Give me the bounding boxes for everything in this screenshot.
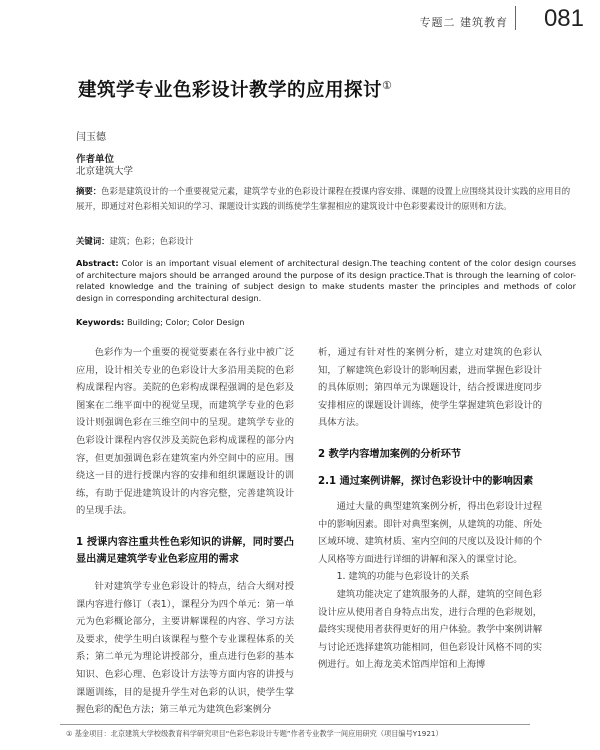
- body-column-left: [76, 344, 294, 719]
- list-item-heading: 1. 建筑的功能与色彩设计的关系: [336, 571, 470, 583]
- header-divider: [515, 6, 516, 30]
- affiliation-name: 北京建筑大学: [76, 166, 134, 177]
- keywords-chinese: [76, 235, 193, 247]
- body-paragraph: 色彩作为一个重要的视觉要素在各行业中被广泛应用，设计相关专业的色彩设计大多沿用美院的色彩构成课程内容。美院的色彩构成课程强调的是色彩及图案在二维平面中的视觉呈现，而建筑学专业的色彩设计则强调色彩在三维空间中的呈现。建筑学专业的色彩设计课程内容仅涉及美院色彩构成课程的部分内容，但更加强调色彩在建筑室内外空间中的应用。围绕这一目的进行授课内容的安排和组织课题设计的训练，有助于促进建筑设计的内容完整，完善建筑设计的呈现手法。: [76, 347, 294, 517]
- running-head: 专题二 建筑教育: [419, 16, 508, 29]
- body-paragraph: 建筑功能决定了建筑服务的人群，建筑的空间色彩设计应从使用者自身特点出发，进行合理的色彩规划，最终实现使用者获得更好的用户体验。教学中案例讲解与讨论还选择建筑功能相同，但色彩设计风格不同的实例进行。如上海龙美术馆西岸馆和上海博: [318, 588, 542, 671]
- abstract-english-text: Color is an important visual element of architectural design.The teaching content of the color design courses of architecture majors should be arranged around the purpose of its design practice.That is through the learning of color-related knowledge and the training of subject design to make students master the principles and methods of color design in corresponding architectural design.: [76, 258, 576, 303]
- abstract-chinese-label: 摘要：: [76, 186, 102, 196]
- body-column-right: [318, 344, 542, 674]
- page-number: 081: [543, 5, 584, 32]
- keywords-english-text: Building; Color; Color Design: [126, 317, 245, 327]
- section-heading-2: 2 教学内容增加案例的分析环节: [318, 448, 462, 460]
- title-footnote-mark: ①: [382, 78, 393, 92]
- keywords-chinese-label: 关键词：: [76, 236, 110, 246]
- footnote: ① 基金项目：北京建筑大学校级教育科学研究项目“色彩色彩设计专题”作者专业教学一间应用研究（项目编号Y1921）: [66, 729, 443, 738]
- footnote-divider: [60, 724, 530, 725]
- keywords-english: [76, 317, 245, 327]
- article-title: [78, 76, 392, 102]
- keywords-english-label: Keywords:: [76, 317, 125, 327]
- abstract-english-label: Abstract:: [76, 258, 119, 268]
- affiliation-label: 作者单位: [76, 154, 115, 165]
- keywords-chinese-text: 建筑；色彩；色彩设计: [109, 236, 194, 246]
- body-paragraph: 通过大量的典型建筑案例分析，得出色彩设计过程中的影响因素。即针对典型案例，从建筑的功能、所处区域环境、建筑材质、室内空间的尺度以及设计师的个人风格等方面进行详细的讲解和深入的课堂讨论。: [318, 500, 542, 565]
- title-text: 建筑学专业色彩设计教学的应用探讨: [78, 80, 383, 101]
- section-heading-1: 1 授课内容注重共性色彩知识的讲解，同时要凸显出满足建筑学专业色彩应用的需求: [76, 536, 294, 565]
- abstract-chinese-text: 色彩是建筑设计的一个重要视觉元素，建筑学专业的色彩设计课程在授课内容安排、课题的设置上应围绕其设计实践的应用目的展开，即通过对色彩相关知识的学习、课题设计实践的训练使学生掌握相应的建筑设计中色彩要素设计的原则和方法。: [76, 186, 571, 211]
- author-name: 闫玉德: [76, 132, 106, 143]
- abstract-chinese: [76, 184, 572, 213]
- body-paragraph: 针对建筑学专业色彩设计的特点，结合大纲对授课内容进行修订（表1），课程分为四个单元：第一单元为色彩概论部分，主要讲解课程的内容、学习方法及要求，使学生明白该课程与整个专业课程体系的关系；第二单元为理论讲授部分，重点进行色彩的基本知识、色彩心理、色彩设计方法等方面内容的讲授与课题训练，目的是提升学生对色彩的认识，使学生掌握色彩的配色方法；第三单元为建筑色彩案例分: [76, 580, 294, 716]
- abstract-english: [76, 258, 576, 304]
- body-paragraph: 析，通过有针对性的案例分析，建立对建筑的色彩认知，了解建筑色彩设计的影响因素，进而掌握色彩设计的具体原则；第四单元为课题设计，结合授课进度同步安排相应的课题设计训练，使学生掌握建筑色彩设计的具体方法。: [318, 347, 542, 429]
- subsection-heading-2-1: 2.1 通过案例讲解，探讨色彩设计中的影响因素: [318, 475, 534, 487]
